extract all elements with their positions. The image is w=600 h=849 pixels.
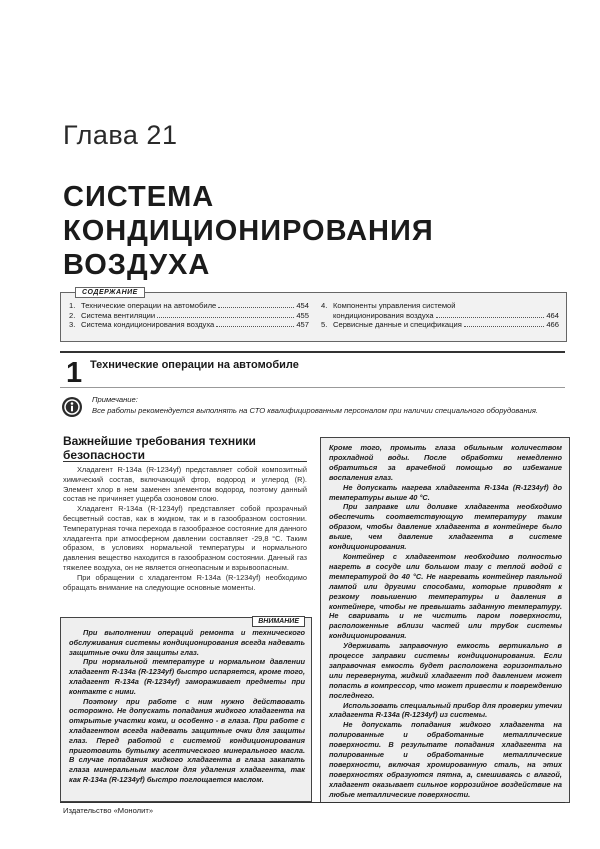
- warning-paragraph: Контейнер с хладагентом необходимо полностью нагреть в сосуде или большом тазу с теплой водой с температурой до 40 °С. Не нагревать контейнер паяльной лампой или другими способами, которые приводят к резкому повышению температуры и давления в контейнере, чтобы не превышать заданную температуру. Не сваривать и не чистить паром поверхности, расположенные вблизи частей или трубок системы кондиционирования.: [329, 551, 562, 641]
- warning-paragraph: Не допускать нагрева хладагента R-134a (R-1234yf) до температуры выше 40 °С.: [329, 482, 562, 502]
- body-text: [63, 465, 307, 592]
- toc-item-text: кондиционирования воздуха: [333, 310, 434, 320]
- toc-item-text: Компоненты управления системой: [333, 301, 456, 310]
- toc-leader-dots: [218, 307, 294, 308]
- warning-paragraph: Не допускать попадания жидкого хладагента на полированные и обработанные металлические поверхности. В результате попадания хладагента на полированные и обработанные металлические поверхности, включая хромированную сталь, на этих поверхностях образуются пятна, а, смешиваясь с влагой, хладагент оказывает сильное коррозийное воздействие на любые металлические поверхности.: [329, 720, 562, 799]
- toc-leader-dots: [157, 317, 294, 318]
- toc-item-number: 5.: [321, 320, 328, 330]
- title-line: КОНДИЦИОНИРОВАНИЯ: [63, 215, 434, 247]
- section-title: Технические операции на автомобиле: [90, 359, 299, 371]
- warning-box-continued: [320, 437, 570, 803]
- note-text: Все работы рекомендуется выполнять на СТО квалифицированным персоналом при наличии специального оборудования.: [92, 406, 539, 415]
- warning-paragraph: Поэтому при работе с ним нужно действовать осторожно. Не допускать попадания жидкого хладагента на открытые участки кожи, и особенно - в глаза. При работе с хладагентом всегда надевать защитные очки для защиты глаз. Перед работой с системой кондиционирования приготовить бутылку асептического минерального масла. В случае попадания жидкого хладагента в глаза закапать глаза минеральным маслом для удаления хладагента, так как R-134a (R-1234yf) быстро поглощается маслом.: [69, 696, 305, 784]
- info-icon: [62, 397, 82, 417]
- warning-paragraph: Использовать специальный прибор для проверки утечки хладагента R-134a (R-1234yf) из системы.: [329, 700, 562, 720]
- toc-column-right: [321, 301, 559, 330]
- title-line: СИСТЕМА: [63, 181, 215, 213]
- toc-item-number: 2.: [69, 310, 76, 320]
- footer-divider: [60, 802, 565, 803]
- toc-item-page: 455: [296, 310, 309, 320]
- toc-item[interactable]: [69, 311, 309, 321]
- body-paragraph: При обращении с хладагентом R-134a (R-1234yf) необходимо обращать внимание на следующие основные моменты.: [63, 572, 307, 592]
- toc-item-page: 454: [296, 301, 309, 310]
- warning-paragraph: При заправке или доливке хладагента необходимо обеспечить соответствующую температуру таким образом, чтобы давление хладагента в контейнере было выше, чем давление хладагента в системе кондиционирования.: [329, 502, 562, 552]
- toc-item-text: Система кондиционирования воздуха: [81, 320, 215, 330]
- toc-item[interactable]: [321, 301, 559, 311]
- toc-item-number: 1.: [69, 301, 76, 310]
- toc-leader-dots: [436, 317, 545, 318]
- section-number: 1: [66, 357, 83, 389]
- toc-column-left: [69, 301, 309, 330]
- toc-item-number: 3.: [69, 320, 76, 330]
- warning-paragraph: При выполнении операций ремонта и технического обслуживания системы кондиционирования всегда надевать защитные очки для защиты глаз.: [69, 628, 305, 657]
- toc-item[interactable]: [69, 320, 309, 330]
- body-paragraph: Хладагент R-134a (R-1234yf) представляет собой прозрачный бесцветный состав, как в жидком, так и в газообразном состоянии. Температурная точка перехода в газообразное состояние для данного хладагента при атмосферном давлении составляет -29,8 °С. Таким образом, в условиях нормальной температуры и нормального давления вещество находится в газообразном состоянии. Данный газ тяжелее воздуха, он не является огнеопасным и взрывоопасным.: [63, 504, 307, 572]
- subheading: Важнейшие требования техники безопасности: [63, 434, 256, 462]
- warning-continued-text: [329, 443, 562, 800]
- section-divider: [60, 387, 565, 388]
- warning-label: ВНИМАНИЕ: [252, 616, 305, 627]
- toc-item-page: 457: [296, 320, 309, 330]
- publisher-footer: Издательство «Монолит»: [63, 806, 154, 815]
- toc-leader-dots: [216, 326, 294, 327]
- section-header: [60, 351, 565, 389]
- toc-label: СОДЕРЖАНИЕ: [75, 287, 145, 298]
- chapter-label: Глава 21: [63, 120, 178, 150]
- warning-paragraph: При нормальной температуре и нормальном давлении хладагент R-134a (R-1234yf) быстро испаряется, кроме того, хладагент R-134a (R-1234yf) замораживает предметы при контакте с ними.: [69, 657, 305, 696]
- warning-box: [60, 617, 312, 802]
- body-paragraph: Хладагент R-134a (R-1234yf) представляет собой композитный химический состав, включающий фтор, водород и углерод (R). Элемент хлор в нем заменен элементом водород, поэтому данный состав не причиняет ущерба озоновом слою.: [63, 465, 307, 504]
- toc-item-number: 4.: [321, 301, 328, 310]
- toc-item[interactable]: [69, 301, 309, 311]
- chapter-title: [63, 180, 583, 282]
- table-of-contents: [60, 289, 567, 342]
- toc-item-text: Технические операции на автомобиле: [81, 301, 217, 310]
- warning-text: [69, 628, 305, 785]
- title-line: ВОЗДУХА: [63, 249, 211, 281]
- note-label: Примечание:: [92, 395, 138, 404]
- warning-paragraph: Кроме того, промыть глаза обильным количеством прохладной воды. После обработки немедленно обратиться за врачебной помощью во избежание воспаления глаз.: [329, 443, 562, 482]
- warning-paragraph: Удерживать заправочную емкость вертикально в процессе заправки системы кондиционирования. Если заправочная емкость будет расположена горизонтально или перевернута, жидкий хладагент под давлением может попасть в компрессор, что может привести к повреждению последнего.: [329, 641, 562, 700]
- subheading-underline: [63, 461, 307, 462]
- toc-leader-dots: [464, 326, 545, 327]
- toc-item-text: Сервисные данные и спецификация: [333, 320, 462, 330]
- toc-item-page: 464: [546, 310, 559, 320]
- toc-item-page: 466: [546, 320, 559, 330]
- toc-item-continuation: [321, 311, 559, 321]
- toc-item[interactable]: [321, 320, 559, 330]
- toc-item-text: Система вентиляции: [81, 310, 156, 320]
